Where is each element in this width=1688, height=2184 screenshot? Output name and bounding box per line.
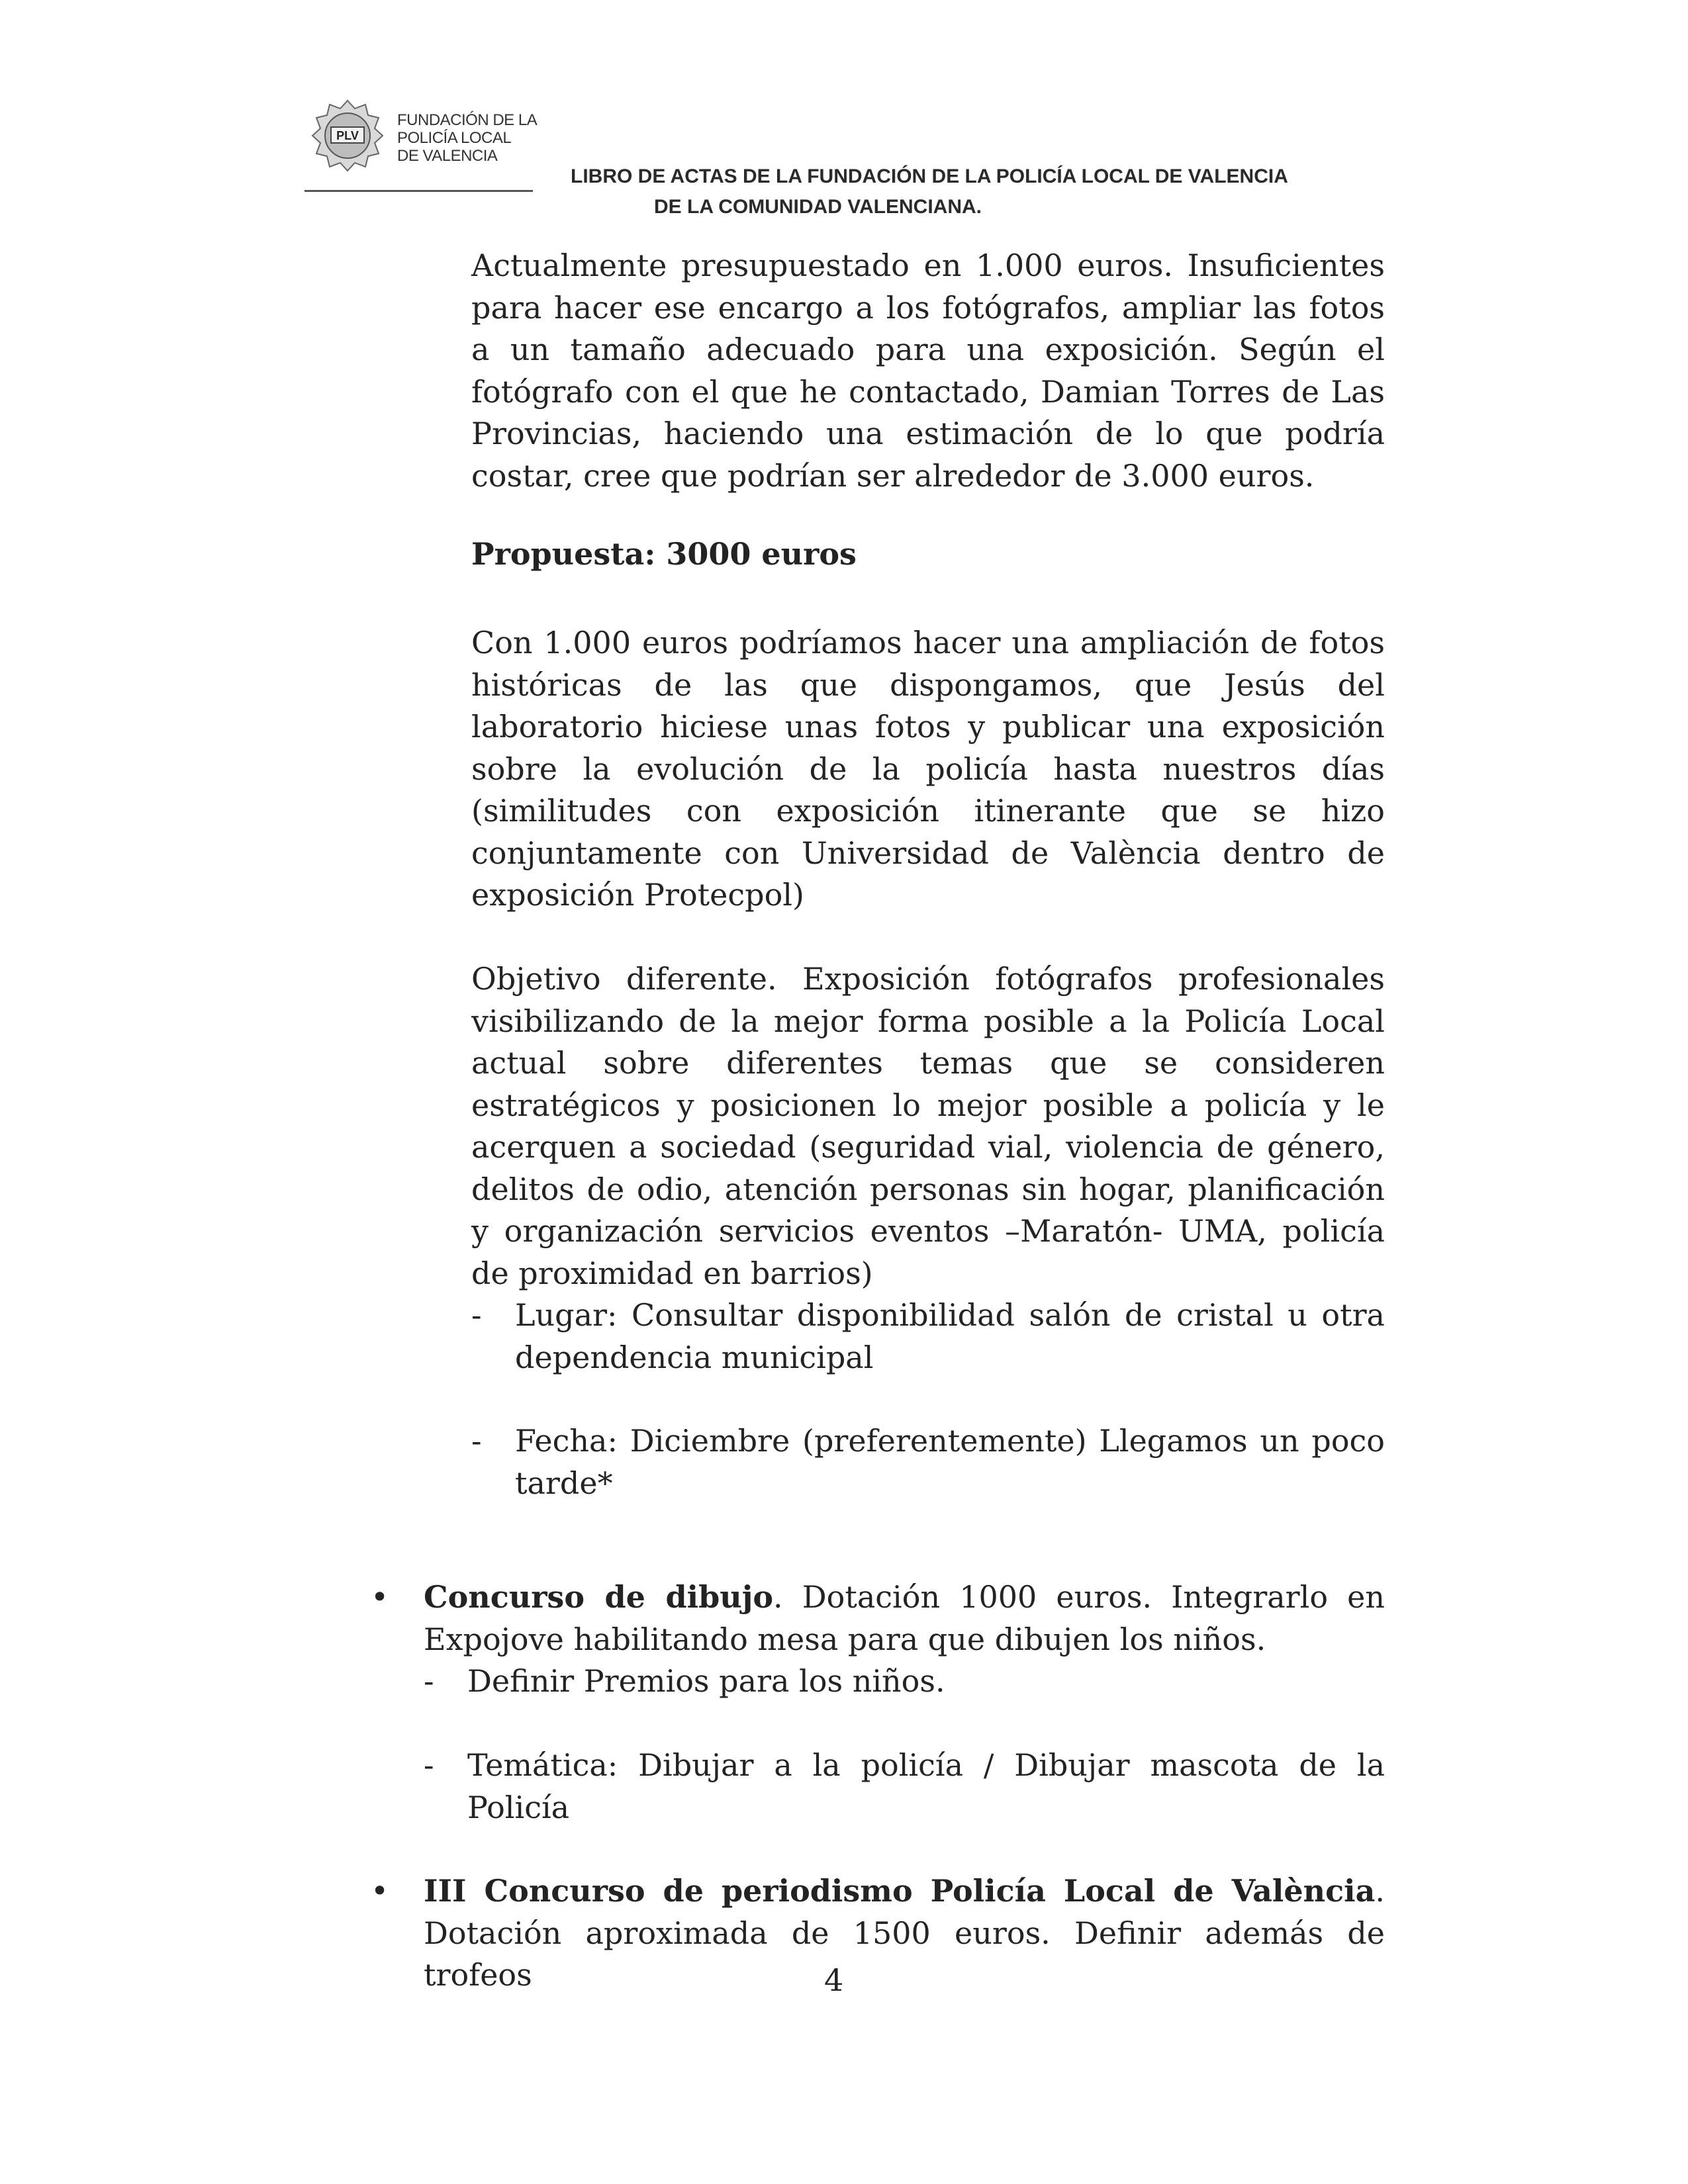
org-name bbox=[397, 111, 537, 165]
header-title-line-2: DE LA COMUNIDAD VALENCIANA. bbox=[654, 196, 982, 218]
periodismo-text: . Dotación aproximada de 1500 euros. Definir además de trofeos bbox=[424, 1873, 1385, 1993]
list-item-fecha bbox=[471, 1420, 1385, 1504]
premios-text: Definir Premios para los niños. bbox=[467, 1663, 945, 1699]
header-title-line-1: LIBRO DE ACTAS DE LA FUNDACIÓN DE LA POLICÍA LOCAL DE VALENCIA bbox=[571, 165, 1288, 187]
list-item-lugar bbox=[471, 1295, 1385, 1379]
dash-marker: - bbox=[424, 1663, 434, 1699]
tematica-text: Temática: Dibujar a la policía / Dibujar mascota de la Policía bbox=[467, 1747, 1385, 1825]
concurso-dibujo-title: Concurso de dibujo bbox=[424, 1579, 774, 1615]
foundation-logo bbox=[311, 99, 384, 172]
proposal-heading: Propuesta: 3000 euros bbox=[471, 536, 857, 572]
dash-marker: - bbox=[424, 1747, 434, 1783]
org-line-1: FUNDACIÓN DE LA bbox=[397, 111, 538, 129]
lugar-text: Lugar: Consultar disponibilidad salón de cristal u otra dependencia municipal bbox=[515, 1297, 1385, 1375]
header-rule bbox=[305, 190, 533, 192]
paragraph-objective: Objetivo diferente. Exposición fotógrafos profesionales visibilizando de la mejor forma posible a la Policía Local actual sobre diferentes temas que se consideren estratégicos y posicionen lo mejor posible a policía y le acerquen a sociedad (seguridad vial, violencia de género, delitos de odio, atención personas sin hogar, planificación y organización servicios eventos –Maratón- UMA, policía de proximidad en barrios) bbox=[471, 961, 1385, 1291]
bullet-marker: • bbox=[371, 1873, 389, 1909]
bullet-marker: • bbox=[371, 1579, 389, 1615]
dash-marker: - bbox=[471, 1297, 482, 1333]
logo-text: PLV bbox=[336, 129, 359, 142]
paragraph-budget: Actualmente presupuestado en 1.000 euros. Insuficientes para hacer ese encargo a los fotógrafos, ampliar las fotos a un tamaño adecuado para una exposición. Según el fotógrafo con el que he contactado, Damian Torres de Las Provincias, haciendo una estimación de lo que podría costar, cree que podrían ser alrededor de 3.000 euros. bbox=[471, 248, 1385, 494]
org-line-3: DE VALENCIA bbox=[397, 147, 498, 165]
list-item-premios bbox=[424, 1661, 1385, 1703]
org-line-2: POLICÍA LOCAL bbox=[397, 129, 512, 147]
list-item-concurso-periodismo bbox=[371, 1870, 1385, 1997]
page-number: 4 bbox=[824, 1962, 844, 1998]
paragraph-historic-photos: Con 1.000 euros podríamos hacer una ampliación de fotos históricas de las que dispongamos, que Jesús del laboratorio hiciese unas fotos y publicar una exposición sobre la evolución de la policía hasta nuestros días (similitudes con exposición itinerante que se hizo conjuntamente con Universidad de València dentro de exposición Protecpol) bbox=[471, 625, 1385, 913]
dash-marker: - bbox=[471, 1423, 482, 1459]
list-item-concurso-dibujo bbox=[371, 1576, 1385, 1661]
list-item-tematica bbox=[424, 1745, 1385, 1829]
periodismo-title: III Concurso de periodismo Policía Local de València bbox=[424, 1873, 1376, 1909]
fecha-text: Fecha: Diciembre (preferentemente) Llegamos un poco tarde* bbox=[515, 1423, 1385, 1501]
concurso-dibujo-text: . Dotación 1000 euros. Integrarlo en Expojove habilitando mesa para que dibujen los niños. bbox=[424, 1579, 1385, 1657]
